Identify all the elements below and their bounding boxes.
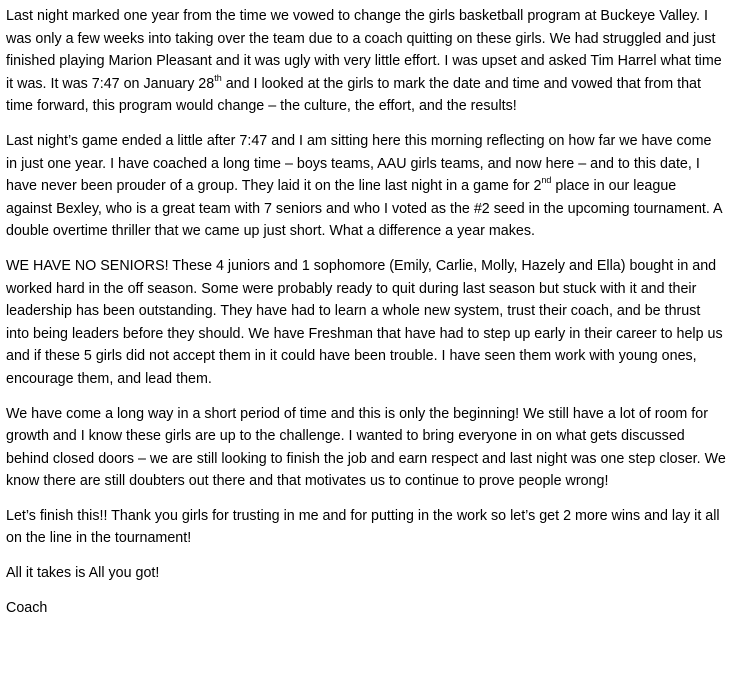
paragraph-motto: All it takes is All you got! [6, 565, 160, 582]
paragraph-text: Last night’s game ended a little after 7:47 and I am sitting here this morning reflecting on how far we have come in just one year. I have coached a long time – boys teams, AAU girls teams, and now here – and to this date, I have never been prouder of a group. They laid it on the line last night in a game for 2 [6, 132, 712, 195]
paragraph-text: place in our league against Bexley, who is a great team with 7 seniors and who I voted as the #2 seed in the upcoming tournament. A double overtime thriller that we came up just short. What a difference a year makes. [6, 178, 722, 240]
ordinal-suffix: nd [541, 175, 552, 186]
paragraph-last-night-game [6, 130, 726, 243]
ordinal-suffix: th [214, 73, 222, 84]
paragraph-finish-this: Let’s finish this!! Thank you girls for trusting in me and for putting in the work so let’s get 2 more wins and lay it all on the line in the tournament! [6, 507, 720, 547]
letter-document [6, 5, 726, 631]
signature: Coach [6, 599, 48, 616]
paragraph-text: Last night marked one year from the time we vowed to change the girls basketball program at Buckeye Valley. I was only a few weeks into taking over the team due to a coach quitting on these girls. We had struggled and just finished playing Marion Pleasant and it was ugly with very little effort. I was upset and asked Tim Harrel what time it was. It was 7:47 on January 28 [6, 8, 722, 92]
paragraph-no-seniors: WE HAVE NO SENIORS! These 4 juniors and 1 sophomore (Emily, Carlie, Molly, Hazely and Ella) bought in and worked hard in the off season. Some were probably ready to quit during last season but stuck with it and their leadership has been outstanding. They have had to learn a whole new system, trust their coach, and be thrust into being leaders before they should. We have Freshman that have had to step up early in their career to help us and if these 5 girls did not accept them in it could have been trouble. I have seen them work with young ones, encourage them, and lead them. [6, 257, 723, 387]
paragraph-text: and I looked at the girls to mark the date and time and vowed that from that time forward, this program would change – the culture, the effort, and the results! [6, 75, 701, 115]
paragraph-one-year-anniversary [6, 5, 726, 118]
paragraph-long-way: We have come a long way in a short period of time and this is only the beginning! We still have a lot of room for growth and I know these girls are up to the challenge. I wanted to bring everyone in on what gets discussed behind closed doors – we are still looking to finish the job and earn respect and last night was one step closer. We know there are still doubters out there and that motivates us to continue to prove people wrong! [6, 405, 726, 490]
